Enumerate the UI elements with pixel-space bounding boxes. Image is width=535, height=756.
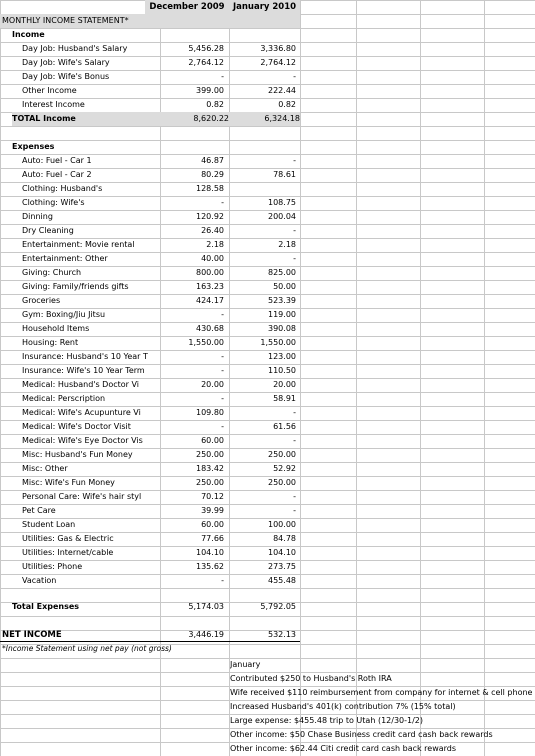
- expense-item-dec[interactable]: 40.00: [201, 254, 224, 263]
- expense-item-row: [0, 168, 535, 182]
- expense-item-label[interactable]: Medical: Perscription: [22, 394, 106, 403]
- note-row: [0, 700, 535, 714]
- expense-item-row: [0, 546, 535, 560]
- footnote-row: [0, 642, 535, 656]
- net-income-jan[interactable]: 532.13: [268, 630, 296, 639]
- expense-item-row: [0, 434, 535, 448]
- column-header-jan[interactable]: January 2010: [229, 0, 300, 14]
- expense-item-jan[interactable]: 108.75: [268, 198, 296, 207]
- income-item-dec[interactable]: 2,764.12: [188, 58, 224, 67]
- expense-item-row: [0, 182, 535, 196]
- expenses-total-row: [0, 600, 535, 614]
- expense-item-label[interactable]: Misc: Wife's Fun Money: [22, 478, 115, 487]
- expense-item-jan[interactable]: 250.00: [268, 478, 296, 487]
- column-header-row: [0, 0, 535, 14]
- expense-item-row: [0, 238, 535, 252]
- expense-item-jan[interactable]: -: [293, 156, 296, 165]
- net-income-row: [0, 628, 300, 642]
- expense-item-jan[interactable]: 523.39: [268, 296, 296, 305]
- expense-item-label[interactable]: Misc: Husband's Fun Money: [22, 450, 133, 459]
- expense-item-jan[interactable]: 50.00: [273, 282, 296, 291]
- expense-item-jan[interactable]: -: [293, 254, 296, 263]
- expense-item-label[interactable]: Entertainment: Movie rental: [22, 240, 135, 249]
- expense-item-dec[interactable]: 20.00: [201, 380, 224, 389]
- expense-item-jan[interactable]: 1,550.00: [260, 338, 296, 347]
- expense-item-row: [0, 364, 535, 378]
- expense-item-row: [0, 196, 535, 210]
- expense-item-row: [0, 406, 535, 420]
- expense-item-label[interactable]: Household Items: [22, 324, 90, 333]
- expense-item-label[interactable]: Insurance: Wife's 10 Year Term: [22, 366, 145, 375]
- expense-item-dec[interactable]: 250.00: [196, 478, 224, 487]
- column-header-dec[interactable]: December 2009: [145, 0, 229, 14]
- expense-item-dec[interactable]: -: [221, 394, 224, 403]
- expense-item-jan[interactable]: [229, 182, 296, 196]
- expense-item-jan[interactable]: 110.50: [268, 366, 296, 375]
- expense-item-dec[interactable]: 46.87: [201, 156, 224, 165]
- income-item-dec[interactable]: 399.00: [196, 86, 224, 95]
- expense-item-jan[interactable]: -: [293, 506, 296, 515]
- expense-item-dec[interactable]: 60.00: [201, 520, 224, 529]
- expense-item-dec[interactable]: 70.12: [201, 492, 224, 501]
- expense-item-jan[interactable]: 104.10: [268, 548, 296, 557]
- income-item-dec[interactable]: 5,456.28: [188, 44, 224, 53]
- expense-item-label[interactable]: Groceries: [22, 296, 61, 305]
- expense-item-row: [0, 462, 535, 476]
- expense-item-dec[interactable]: 250.00: [196, 450, 224, 459]
- expense-item-dec[interactable]: 120.92: [196, 212, 224, 221]
- expense-item-dec[interactable]: 109.80: [196, 408, 224, 417]
- expense-item-dec[interactable]: -: [221, 310, 224, 319]
- expense-item-dec[interactable]: 135.62: [196, 562, 224, 571]
- expense-item-dec[interactable]: 128.58: [196, 184, 224, 193]
- note-line[interactable]: Contributed $250 to Husband's Roth IRA: [230, 674, 392, 683]
- expense-item-label[interactable]: Clothing: Wife's: [22, 198, 85, 207]
- expenses-total-label[interactable]: Total Expenses: [12, 602, 80, 611]
- expense-item-label[interactable]: Dry Cleaning: [22, 226, 74, 235]
- expense-item-jan[interactable]: 58.91: [273, 394, 296, 403]
- expense-item-row: [0, 252, 535, 266]
- expense-item-label[interactable]: Medical: Husband's Doctor Vi: [22, 380, 140, 389]
- expense-item-row: [0, 448, 535, 462]
- income-item-label[interactable]: Day Job: Wife's Bonus: [22, 72, 110, 81]
- expenses-header-row: [0, 140, 535, 154]
- expense-item-label[interactable]: Auto: Fuel - Car 2: [22, 170, 92, 179]
- footnote[interactable]: *Income Statement using net pay (not gross): [2, 644, 172, 653]
- expense-item-dec[interactable]: 424.17: [196, 296, 224, 305]
- income-item-jan[interactable]: 2,764.12: [260, 58, 296, 67]
- expense-item-row: [0, 308, 535, 322]
- expense-item-dec[interactable]: 80.29: [201, 170, 224, 179]
- expense-item-row: [0, 294, 535, 308]
- expense-item-label[interactable]: Misc: Other: [22, 464, 68, 473]
- expense-item-label[interactable]: Entertainment: Other: [22, 254, 108, 263]
- expense-item-dec[interactable]: 60.00: [201, 436, 224, 445]
- income-item-label[interactable]: Day Job: Wife's Salary: [22, 58, 110, 67]
- expense-item-jan[interactable]: -: [293, 226, 296, 235]
- note-line[interactable]: Wife received $110 reimbursement from company for internet & cell phone: [230, 688, 533, 697]
- expense-item-jan[interactable]: 200.04: [268, 212, 296, 221]
- expense-item-label[interactable]: Student Loan: [22, 520, 76, 529]
- expense-item-row: [0, 322, 535, 336]
- income-item-row: [0, 42, 535, 56]
- expense-item-row: [0, 350, 535, 364]
- expenses-header[interactable]: Expenses: [12, 142, 55, 151]
- expense-item-label[interactable]: Giving: Family/friends gifts: [22, 282, 129, 291]
- expense-item-dec[interactable]: 77.66: [201, 534, 224, 543]
- note-line[interactable]: Other income: $62.44 Citi credit card cash back rewards: [230, 744, 457, 753]
- expense-item-label[interactable]: Utilities: Phone: [22, 562, 83, 571]
- expense-item-dec[interactable]: 39.99: [201, 506, 224, 515]
- income-total-label[interactable]: TOTAL Income: [12, 112, 160, 126]
- expense-item-dec[interactable]: 430.68: [196, 324, 224, 333]
- expenses-total-jan[interactable]: 5,792.05: [260, 602, 296, 611]
- expense-item-dec[interactable]: -: [221, 366, 224, 375]
- income-total-dec[interactable]: 8,620.22: [160, 112, 229, 126]
- statement-title[interactable]: MONTHLY INCOME STATEMENT*: [2, 16, 129, 25]
- income-item-dec[interactable]: -: [221, 72, 224, 81]
- income-item-jan[interactable]: 3,336.80: [260, 44, 296, 53]
- expense-item-label[interactable]: Auto: Fuel - Car 1: [22, 156, 92, 165]
- expense-item-label[interactable]: Medical: Wife's Eye Doctor Vis: [22, 436, 143, 445]
- expense-item-label[interactable]: Gym: Boxing/Jiu Jitsu: [22, 310, 106, 319]
- note-row: [0, 728, 535, 742]
- expense-item-label[interactable]: Utilities: Gas & Electric: [22, 534, 114, 543]
- expense-item-jan[interactable]: 100.00: [268, 520, 296, 529]
- income-item-row: [0, 98, 535, 112]
- expense-item-dec[interactable]: 183.42: [196, 464, 224, 473]
- expense-item-label[interactable]: Clothing: Husband's: [22, 184, 103, 193]
- expense-item-label[interactable]: Medical: Wife's Doctor Visit: [22, 422, 131, 431]
- expense-item-dec[interactable]: 800.00: [196, 268, 224, 277]
- income-item-row: [0, 56, 535, 70]
- income-item-label[interactable]: Day Job: Husband's Salary: [22, 44, 128, 53]
- expenses-total-dec[interactable]: 5,174.03: [188, 602, 224, 611]
- expense-item-dec[interactable]: 1,550.00: [188, 338, 224, 347]
- expense-item-jan[interactable]: 123.00: [268, 352, 296, 361]
- expense-item-jan[interactable]: 455.48: [268, 576, 296, 585]
- expense-item-jan[interactable]: 825.00: [268, 268, 296, 277]
- expense-item-jan[interactable]: 20.00: [273, 380, 296, 389]
- income-item-jan[interactable]: 222.44: [268, 86, 296, 95]
- expense-item-label[interactable]: Vacation: [22, 576, 57, 585]
- expense-item-row: [0, 490, 535, 504]
- expense-item-jan[interactable]: 119.00: [268, 310, 296, 319]
- net-income-dec[interactable]: 3,446.19: [188, 630, 224, 639]
- note-line[interactable]: Increased Husband's 401(k) contribution 7% (15% total): [230, 702, 456, 711]
- expense-item-jan[interactable]: -: [293, 492, 296, 501]
- note-row: [0, 672, 535, 686]
- expense-item-row: [0, 378, 535, 392]
- income-item-row: [0, 70, 535, 84]
- expense-item-dec[interactable]: -: [221, 422, 224, 431]
- expense-item-label[interactable]: Housing: Rent: [22, 338, 79, 347]
- expense-item-row: [0, 574, 535, 588]
- expense-item-row: [0, 518, 535, 532]
- expense-item-dec[interactable]: 2.18: [206, 240, 224, 249]
- expense-item-label[interactable]: Personal Care: Wife's hair styl: [22, 492, 142, 501]
- expense-item-dec[interactable]: 26.40: [201, 226, 224, 235]
- net-income-label[interactable]: NET INCOME: [2, 630, 62, 640]
- expense-item-label[interactable]: Utilities: Internet/cable: [22, 548, 114, 557]
- expense-item-jan[interactable]: -: [293, 408, 296, 417]
- notes-header[interactable]: January: [230, 660, 261, 669]
- expense-item-jan[interactable]: 273.75: [268, 562, 296, 571]
- income-item-row: [0, 84, 535, 98]
- expense-item-dec[interactable]: 104.10: [196, 548, 224, 557]
- expense-item-jan[interactable]: 84.78: [273, 534, 296, 543]
- expense-item-dec[interactable]: -: [221, 352, 224, 361]
- expense-item-label[interactable]: Pet Care: [22, 506, 56, 515]
- expense-item-label[interactable]: Medical: Wife's Acupunture Vi: [22, 408, 141, 417]
- expense-item-jan[interactable]: 61.56: [273, 422, 296, 431]
- income-header-row: [0, 28, 535, 42]
- note-line[interactable]: Large expense: $455.48 trip to Utah (12/30-1/2): [230, 716, 423, 725]
- expense-item-row: [0, 336, 535, 350]
- note-row: [0, 686, 535, 700]
- expense-item-label[interactable]: Giving: Church: [22, 268, 82, 277]
- income-header[interactable]: Income: [12, 30, 45, 39]
- income-total-row: [0, 112, 535, 126]
- expense-item-jan[interactable]: 78.61: [273, 170, 296, 179]
- expense-item-row: [0, 420, 535, 434]
- expense-item-jan[interactable]: 250.00: [268, 450, 296, 459]
- expense-item-jan[interactable]: 2.18: [278, 240, 296, 249]
- expense-item-jan[interactable]: -: [293, 436, 296, 445]
- expense-item-row: [0, 266, 535, 280]
- expense-item-row: [0, 476, 535, 490]
- note-row: [0, 742, 535, 756]
- income-item-jan[interactable]: -: [293, 72, 296, 81]
- expense-item-row: [0, 504, 535, 518]
- expense-item-row: [0, 392, 535, 406]
- expense-item-row: [0, 280, 535, 294]
- expense-item-label[interactable]: Insurance: Husband's 10 Year T: [22, 352, 148, 361]
- income-item-label[interactable]: Other Income: [22, 86, 77, 95]
- statement-title-row: [0, 14, 300, 28]
- expense-item-row: [0, 532, 535, 546]
- income-item-label[interactable]: Interest Income: [22, 100, 85, 109]
- expense-item-jan[interactable]: 390.08: [268, 324, 296, 333]
- expense-item-row: [0, 154, 535, 168]
- expense-item-row: [0, 210, 535, 224]
- note-line[interactable]: Other income: $50 Chase Business credit card cash back rewards: [230, 730, 493, 739]
- expense-item-jan[interactable]: 52.92: [273, 464, 296, 473]
- expense-item-dec[interactable]: -: [221, 198, 224, 207]
- expense-item-row: [0, 224, 535, 238]
- income-item-dec[interactable]: 0.82: [206, 100, 224, 109]
- expense-item-label[interactable]: Dinning: [22, 212, 53, 221]
- note-row: [0, 714, 535, 728]
- expense-item-dec[interactable]: -: [221, 576, 224, 585]
- expense-item-dec[interactable]: 163.23: [196, 282, 224, 291]
- expense-item-row: [0, 560, 535, 574]
- income-total-jan[interactable]: 6,324.18: [229, 112, 300, 126]
- income-item-jan[interactable]: 0.82: [278, 100, 296, 109]
- notes-header-row: [0, 658, 535, 672]
